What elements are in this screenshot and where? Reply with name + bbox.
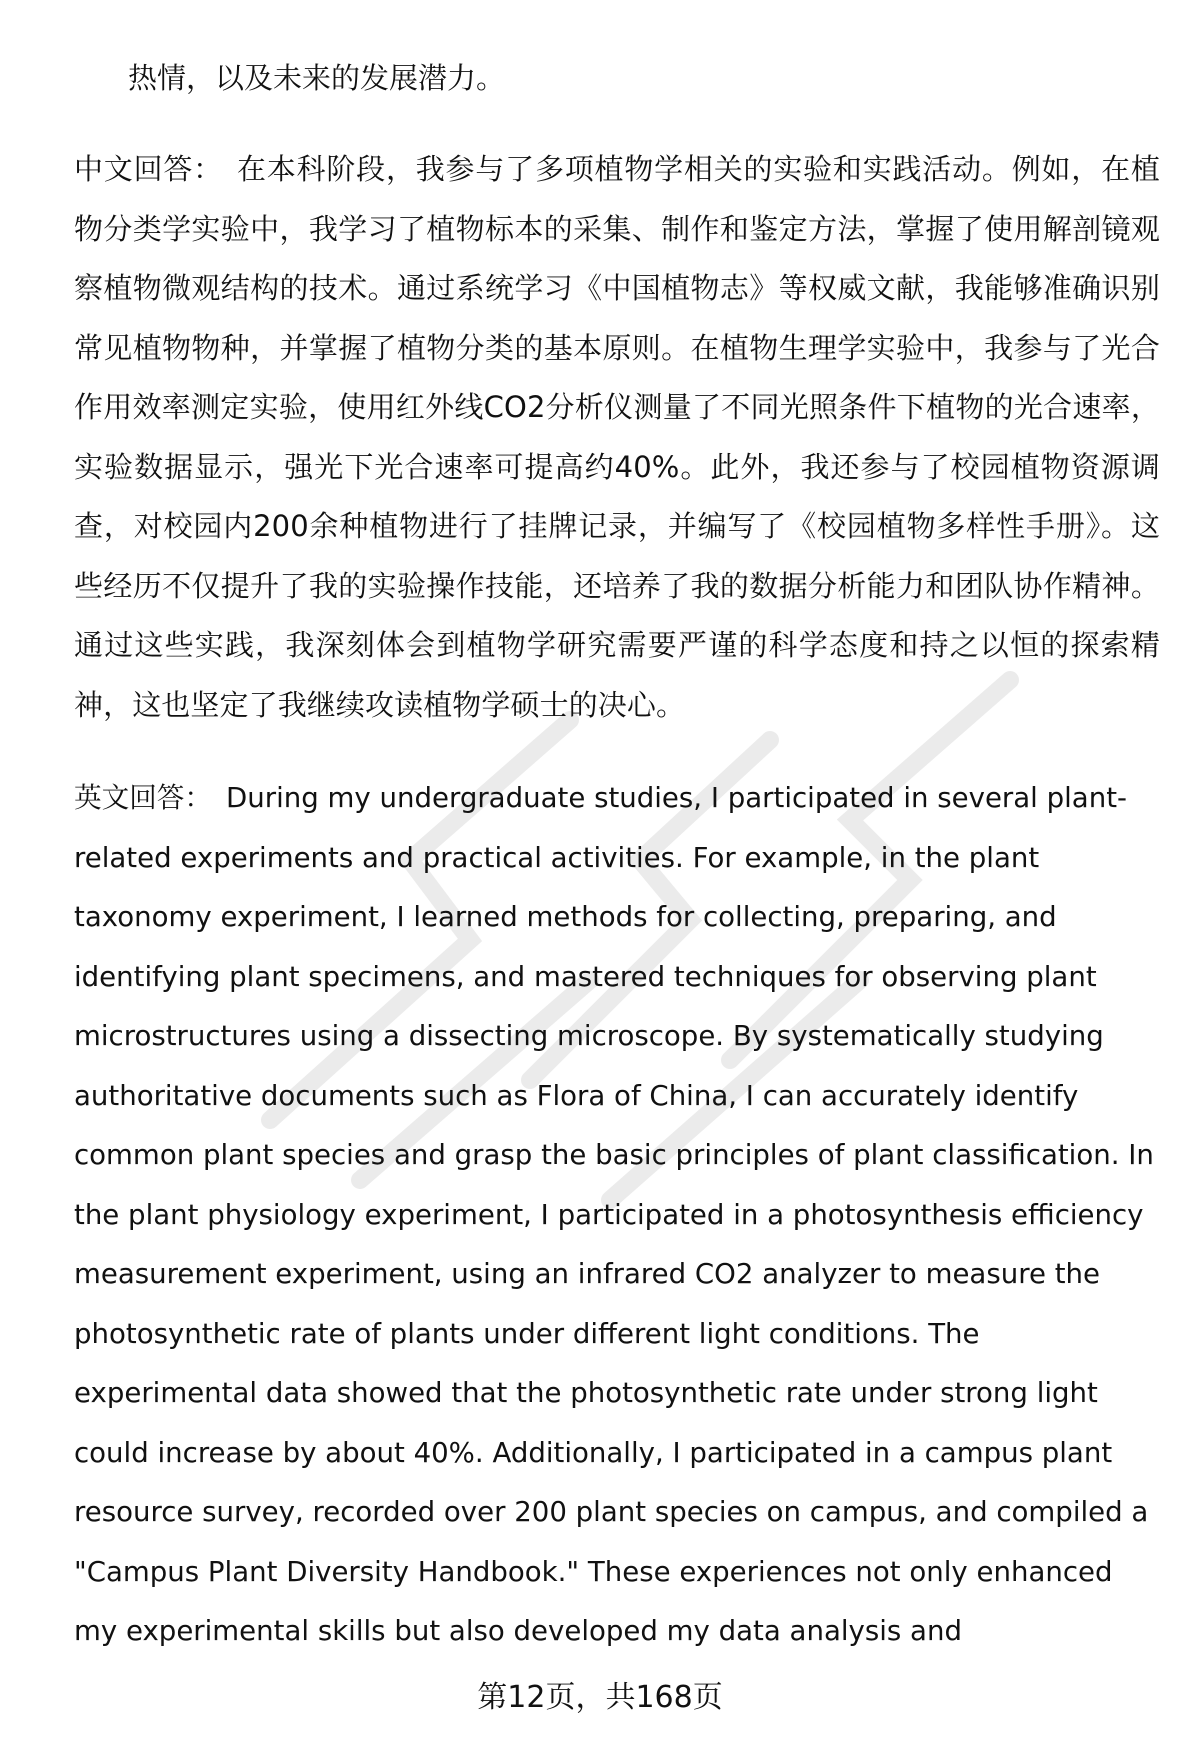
chinese-answer	[74, 140, 1160, 735]
chinese-answer-text: 在本科阶段，我参与了多项植物学相关的实验和实践活动。例如，在植物分类学实验中，我学习了植物标本的采集、制作和鉴定方法，掌握了使用解剖镜观察植物微观结构的技术。通过系统学习《中国植物志》等权威文献，我能够准确识别常见植物物种，并掌握了植物分类的基本原则。在植物生理学实验中，我参与了光合作用效率测定实验，使用红外线CO2分析仪测量了不同光照条件下植物的光合速率，实验数据显示，强光下光合速率可提高约40%。此外，我还参与了校园植物资源调查，对校园内200余种植物进行了挂牌记录，并编写了《校园植物多样性手册》。这些经历不仅提升了我的实验操作技能，还培养了我的数据分析能力和团队协作精神。通过这些实践，我深刻体会到植物学研究需要严谨的科学态度和持之以恒的探索精神，这也坚定了我继续攻读植物学硕士的决心。	[74, 152, 1160, 722]
english-answer	[74, 768, 1160, 1661]
english-answer-label: 英文回答：	[74, 781, 212, 814]
english-answer-text: During my undergraduate studies, I participated in several plant-related experiments and practical activities. For example, in the plant taxonomy experiment, I learned methods for collecting, preparing, and identifying plant specimens, and mastered techniques for observing plant microstructures using a dissecting microscope. By systematically studying authoritative documents such as Flora of China, I can accurately identify common plant species and grasp the basic principles of plant classification. In the plant physiology experiment, I participated in a photosynthesis efficiency measurement experiment, using an infrared CO2 analyzer to measure the photosynthetic rate of plants under different light conditions. The experimental data showed that the photosynthetic rate under strong light could increase by about 40%. Additionally, I participated in a campus plant resource survey, recorded over 200 plant species on campus, and compiled a "Campus Plant Diversity Handbook." These experiences not only enhanced my experimental skills but also developed my data analysis and	[74, 781, 1154, 1647]
chinese-answer-label: 中文回答：	[74, 152, 223, 186]
continuation-text: 热情，以及未来的发展潜力。	[128, 61, 506, 95]
page-indicator: 第12页，共168页	[477, 1680, 723, 1715]
